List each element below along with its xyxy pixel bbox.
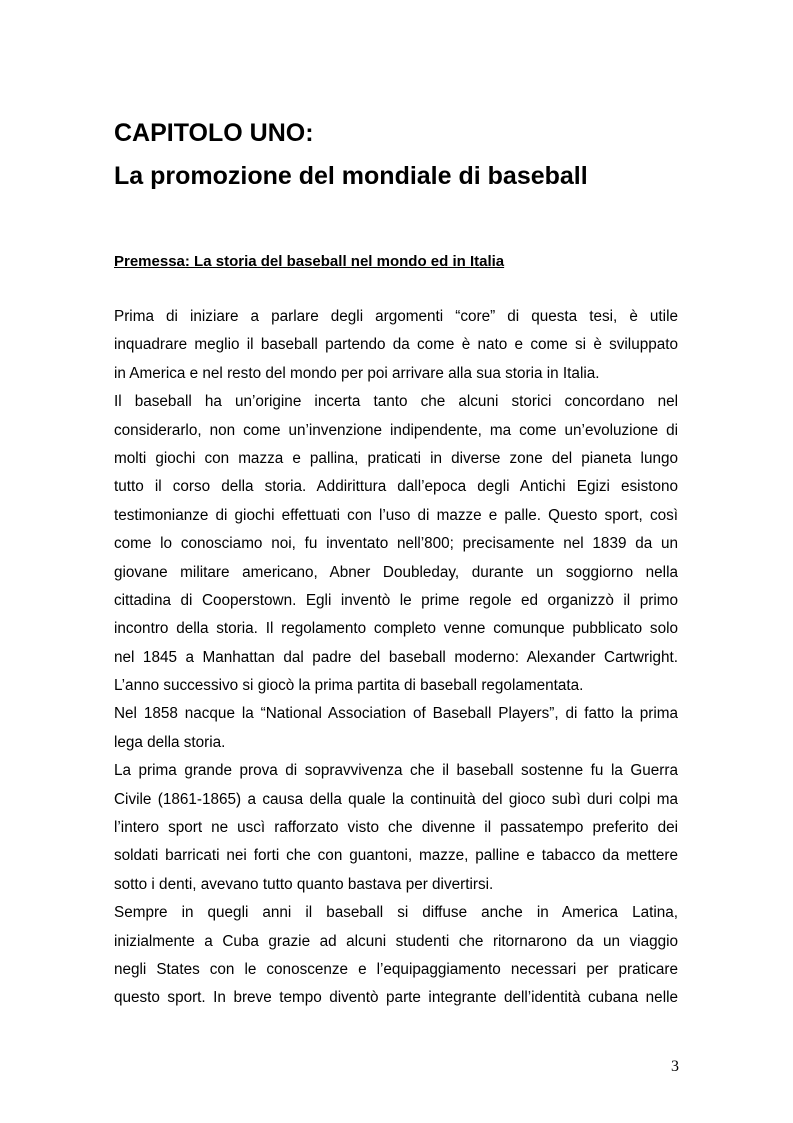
text-line: incontro della storia. Il regolamento completo venne comunque pubblicato solo <box>114 620 678 638</box>
text-line: negli States con le conoscenze e l’equipaggiamento necessari per praticare <box>114 960 678 978</box>
text-line: inquadrare meglio il baseball partendo da come è nato e come si è sviluppato <box>114 336 678 354</box>
text-line: Nel 1858 nacque la “National Association of Baseball Players”, di fatto la prima <box>114 705 678 723</box>
body-text <box>114 303 678 1013</box>
text-line: giovane militare americano, Abner Doubleday, durante un soggiorno nella <box>114 563 678 581</box>
chapter-title <box>114 112 714 198</box>
text-line: Sempre in quegli anni il baseball si diffuse anche in America Latina, <box>114 904 678 922</box>
chapter-number: CAPITOLO UNO: <box>114 119 314 147</box>
chapter-name: La promozione del mondiale di baseball <box>114 162 588 190</box>
text-line: lega della storia. <box>114 733 226 751</box>
text-line: sotto i denti, avevano tutto quanto bastava per divertirsi. <box>114 875 494 893</box>
text-line: come lo conosciamo noi, fu inventato nell’800; precisamente nel 1839 da un <box>114 535 678 553</box>
text-line: testimonianze di giochi effettuati con l’uso di mazze e palle. Questo sport, così <box>114 506 678 524</box>
text-line: La prima grande prova di sopravvivenza che il baseball sostenne fu la Guerra <box>114 762 678 780</box>
text-line: cittadina di Cooperstown. Egli inventò le prime regole ed organizzò il primo <box>114 591 678 609</box>
text-line: in America e nel resto del mondo per poi arrivare alla sua storia in Italia. <box>114 364 600 382</box>
text-line: l’intero sport ne uscì rafforzato visto che divenne il passatempo preferito dei <box>114 819 678 837</box>
text-line: soldati barricati nei forti che con guantoni, mazze, palline e tabacco da mettere <box>114 847 678 865</box>
text-line: Prima di iniziare a parlare degli argomenti “core” di questa tesi, è utile <box>114 308 678 325</box>
text-line: nel 1845 a Manhattan dal padre del baseball moderno: Alexander Cartwright. <box>114 648 678 666</box>
page-number: 3 <box>671 1058 679 1075</box>
text-line: tutto il corso della storia. Addirittura dall’epoca degli Antichi Egizi esistono <box>114 478 678 496</box>
text-line: L’anno successivo si giocò la prima partita di baseball regolamentata. <box>114 677 584 695</box>
text-line: Civile (1861-1865) a causa della quale la continuità del gioco subì duri colpi ma <box>114 790 678 808</box>
text-line: inizialmente a Cuba grazie ad alcuni studenti che ritornarono da un viaggio <box>114 932 678 950</box>
text-line: molti giochi con mazza e pallina, praticati in diverse zone del pianeta lungo <box>114 449 678 467</box>
section-heading: Premessa: La storia del baseball nel mondo ed in Italia <box>114 253 505 270</box>
text-line: questo sport. In breve tempo diventò parte integrante dell’identità cubana nelle <box>114 989 678 1007</box>
text-line: considerarlo, non come un’invenzione indipendente, ma come un’evoluzione di <box>114 421 678 439</box>
text-line: Il baseball ha un’origine incerta tanto che alcuni storici concordano nel <box>114 393 678 411</box>
